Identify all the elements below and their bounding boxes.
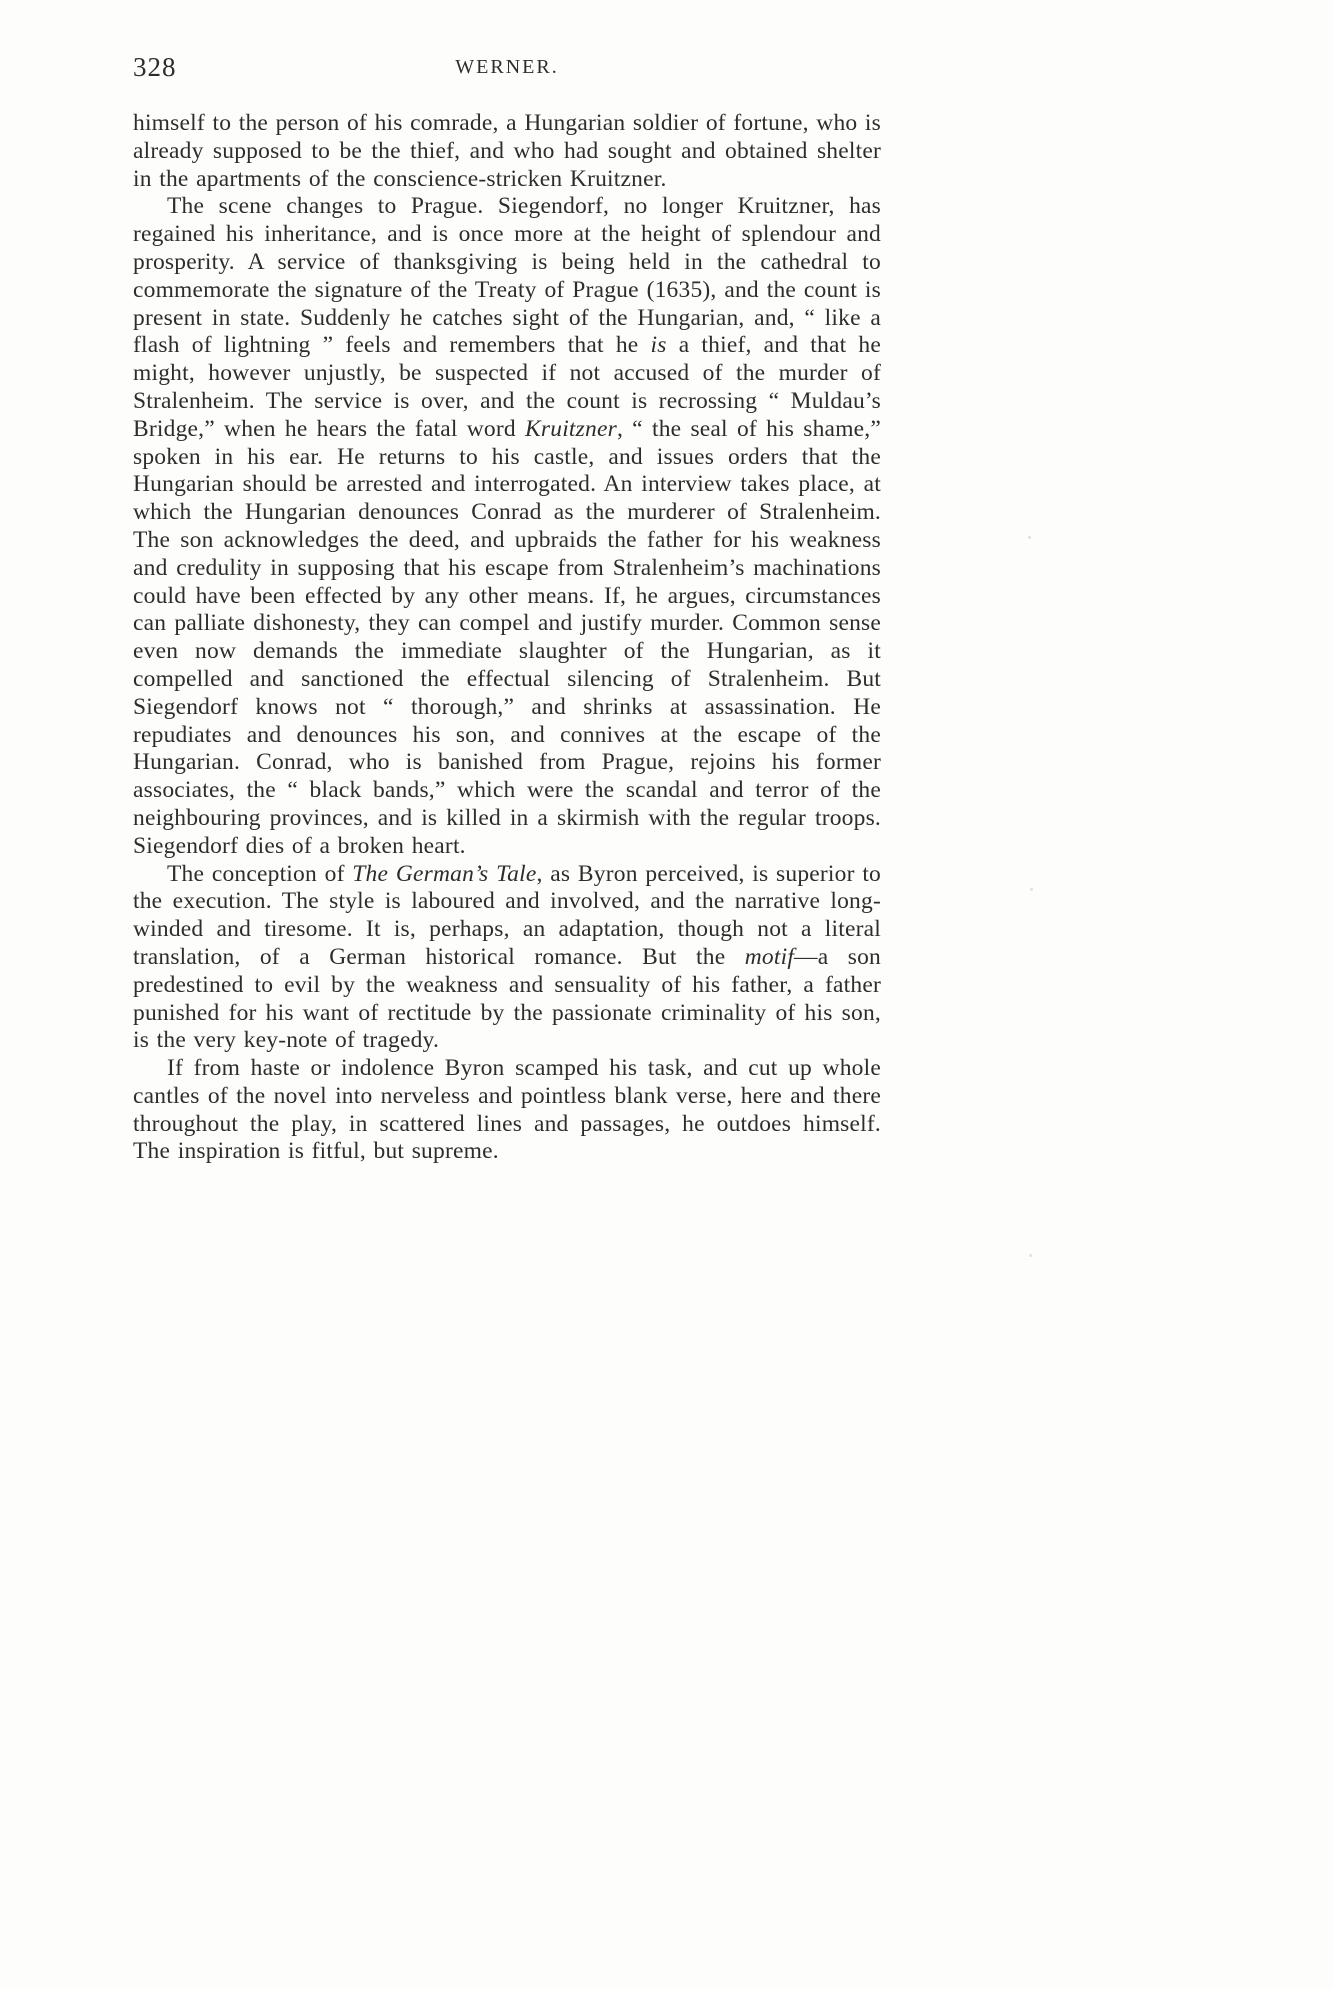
running-title: WERNER.: [455, 56, 559, 78]
body-text: The conception of: [167, 860, 353, 887]
paragraph: [133, 110, 881, 193]
scan-artifact: [1030, 888, 1033, 891]
italic-text: motif: [744, 943, 795, 970]
body-text: The scene changes to Prague. Siegendorf, no longer Kruitzner, has regained his inheritance, and is once more at the height of splendour and prosperity. A service of thanksgiving is being held in the cathedral to commemorate the signature of the Treaty of Prague (1635), and the count is present in state. Suddenly he catches sight of the Hungarian, and, “ like a flash of lightning ” feels and remembers that he: [133, 193, 881, 359]
body-text: , “ the seal of his shame,” spoken in his ear. He returns to his castle, and issues orders that the Hungarian should be arrested and interrogated. An interview takes place, at which the Hungarian denounces Conrad as the murderer of Stralenheim. The son acknowledges the deed, and upbraids the father for his weakness and credulity in supposing that his escape from Stralenheim’s machinations could have been effected by any other means. If, he argues, circumstances can palliate dishonesty, they can compel and justify murder. Common sense even now demands the immediate slaughter of the Hungarian, as it compelled and sanctioned the effectual silencing of Stralenheim. But Siegendorf knows not “ thorough,” and shrinks at assassination. He repudiates and denounces his son, and connives at the escape of the Hungarian. Conrad, who is banished from Prague, rejoins his former associates, the “ black bands,” which were the scandal and terror of the neighbouring provinces, and is killed in a skirmish with the regular troops. Siegendorf dies of a broken heart.: [133, 415, 882, 859]
paragraph: [133, 193, 881, 860]
italic-text: is: [650, 332, 667, 359]
italic-text: The German’s Tale: [352, 860, 537, 887]
page-content: [133, 52, 881, 1166]
page-number: 328: [133, 52, 177, 82]
italic-text: Kruitzner: [525, 415, 617, 442]
page-body: [133, 110, 881, 1166]
body-text: If from haste or indolence Byron scamped his task, and cut up whole cantles of the novel into nerveless and pointless blank verse, here and there throughout the play, in scattered lines and passages, he outdoes himself. The inspiration is fitful, but supreme.: [133, 1055, 881, 1165]
body-text: , as Byron perceived, is superior to the execution. The style is laboured and involved, and the narrative long-winded and tiresome. It is, perhaps, an adaptation, though not a literal translation, of a German historical romance. But the: [133, 860, 882, 970]
paragraph: [133, 861, 881, 1056]
body-text: —a son predestined to evil by the weakness and sensuality of his father, a father punished for his want of rectitude by the passionate criminality of his son, is the very key-note of tragedy.: [133, 943, 882, 1054]
scan-artifact: [1028, 536, 1031, 539]
page-header: [133, 52, 881, 96]
body-text: himself to the person of his comrade, a Hungarian soldier of fortune, who is already supposed to be the thief, and who had sought and obtained shelter in the apartments of the conscience-stricken Kruitzner.: [133, 110, 882, 192]
body-text: a thief, and that he might, however unjustly, be suspected if not accused of the murder of Stralenheim. The service is over, and the count is recrossing “ Muldau’s Bridge,” when he hears the fatal word: [133, 332, 881, 442]
scan-artifact: [1029, 1254, 1032, 1257]
paragraph: [133, 1055, 881, 1166]
